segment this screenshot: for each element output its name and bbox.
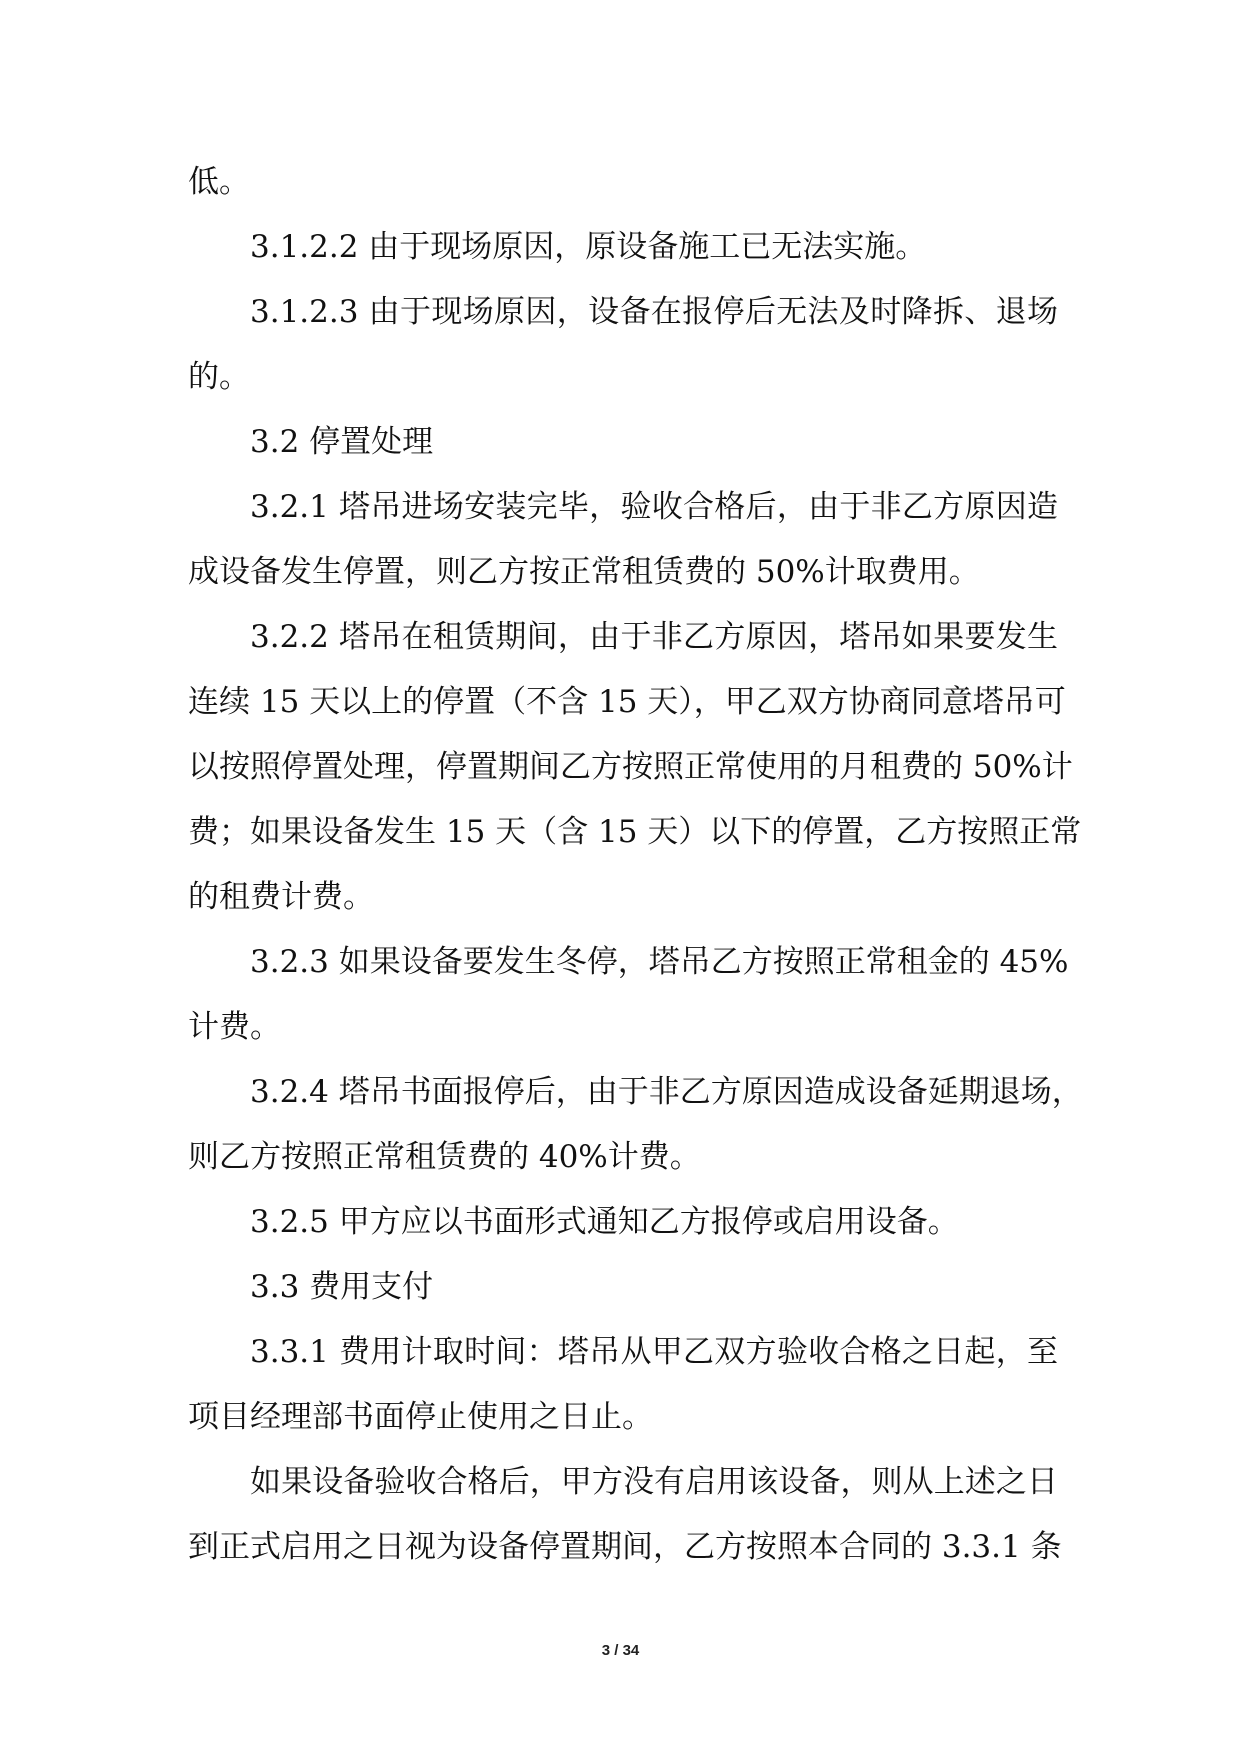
document-body: [188, 150, 1083, 1580]
text-line: 3.3.1 费用计取时间：塔吊从甲乙双方验收合格之日起，至: [250, 1334, 1058, 1370]
text-line: 3.1.2.3 由于现场原因，设备在报停后无法及时降拆、退场: [250, 294, 1058, 330]
text-line: 3.2.2 塔吊在租赁期间，由于非乙方原因，塔吊如果要发生: [250, 619, 1058, 655]
text-line: 的租费计费。: [188, 879, 374, 915]
section-heading: 3.3 费用支付: [250, 1269, 434, 1305]
text-line: 3.2.1 塔吊进场安装完毕，验收合格后，由于非乙方原因造: [250, 489, 1058, 525]
text-line: 费；如果设备发生 15 天（含 15 天）以下的停置，乙方按照正常: [188, 814, 1082, 850]
text-line: 的。: [188, 359, 250, 395]
text-line: 到正式启用之日视为设备停置期间，乙方按照本合同的 3.3.1 条: [188, 1529, 1062, 1565]
text-line: 低。: [188, 164, 250, 200]
section-heading: 3.2 停置处理: [250, 424, 434, 460]
text-line: 3.1.2.2 由于现场原因，原设备施工已无法实施。: [250, 229, 927, 265]
text-line: 3.2.5 甲方应以书面形式通知乙方报停或启用设备。: [250, 1204, 959, 1240]
text-line: 如果设备验收合格后，甲方没有启用该设备，则从上述之日: [250, 1464, 1058, 1500]
text-line: 3.2.4 塔吊书面报停后，由于非乙方原因造成设备延期退场，: [250, 1074, 1083, 1110]
text-line: 连续 15 天以上的停置（不含 15 天），甲乙双方协商同意塔吊可: [188, 684, 1066, 720]
text-line: 3.2.3 如果设备要发生冬停，塔吊乙方按照正常租金的 45%: [250, 944, 1069, 980]
page-number: 3 / 34: [601, 1642, 640, 1659]
text-line: 计费。: [188, 1009, 281, 1045]
text-line: 项目经理部书面停止使用之日止。: [188, 1399, 653, 1435]
text-line: 以按照停置处理，停置期间乙方按照正常使用的月租费的 50%计: [188, 749, 1073, 785]
text-line: 成设备发生停置，则乙方按正常租赁费的 50%计取费用。: [188, 554, 980, 590]
text-line: 则乙方按照正常租赁费的 40%计费。: [188, 1139, 701, 1175]
